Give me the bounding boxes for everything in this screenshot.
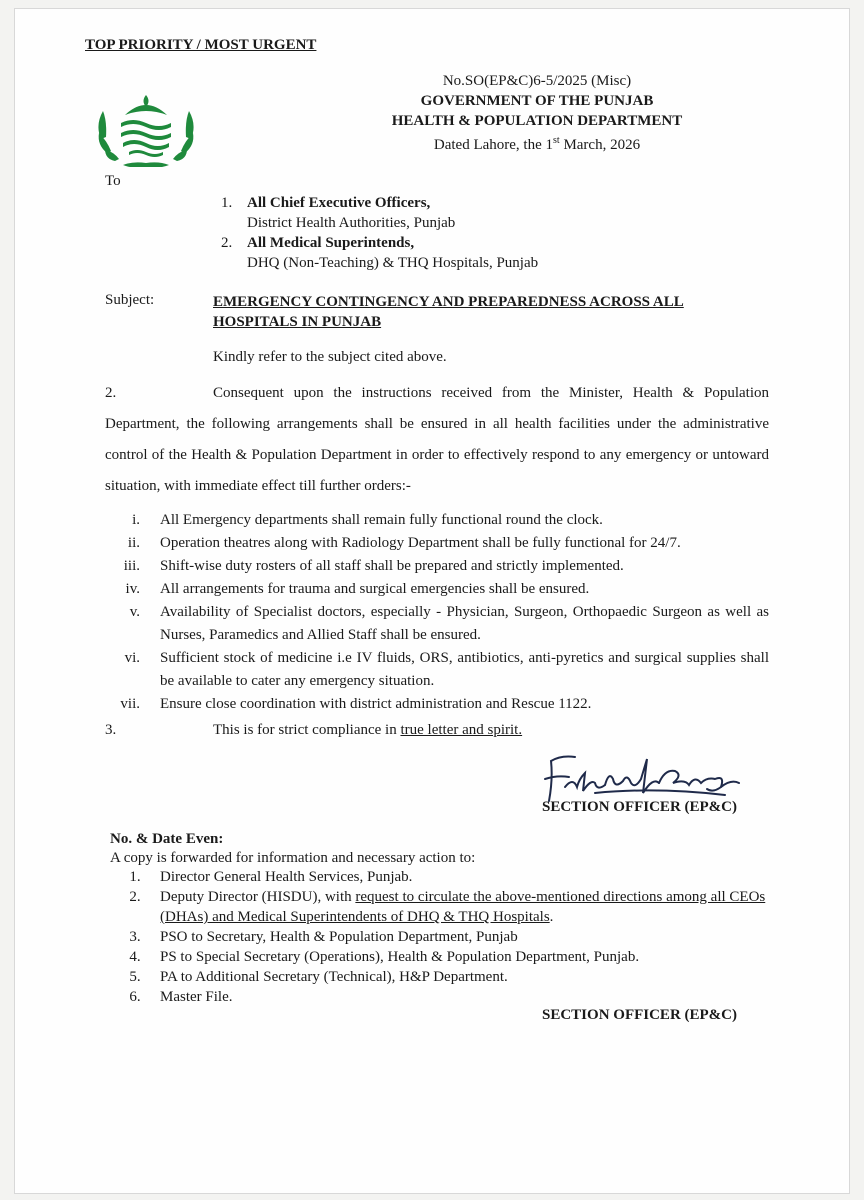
letter-date: Dated Lahore, the 1st March, 2026	[433, 135, 641, 153]
directive-item: v. Availability of Specialist doctors, especially - Physician, Surgeon, Orthopaedic Surgeon as well as Nurses, Paramedics and Allied Staff shall be ensured.	[129, 604, 769, 643]
no-date-even: No. & Date Even:	[110, 831, 224, 847]
document-page	[14, 8, 850, 1194]
copy-item: 2. Deputy Director (HISDU), with request to circulate the above-mentioned directions among all CEOs (DHAs) and Medical Superintendents of DHQ & THQ Hospitals.	[129, 889, 766, 925]
letter-header	[327, 71, 747, 155]
directive-item: ii. Operation theatres along with Radiology Department shall be fully functional for 24/7.	[127, 535, 681, 551]
government-name: GOVERNMENT OF THE PUNJAB	[420, 93, 654, 109]
paragraph-2: 2. Consequent upon the instructions received from the Minister, Health & Population Department, the following arrangements shall be ensured in all health facilities under the administrative control of the Health & Population Department in order to effectively respond to any emergency or untoward situation, with immediate effect till further orders:-	[105, 385, 769, 494]
copy-forward-line: A copy is forwarded for information and necessary action to:	[110, 850, 476, 866]
addressee-item: 2. All Medical Superintends,	[221, 235, 415, 251]
addressee-item: 1. All Chief Executive Officers,	[221, 195, 431, 211]
directive-item: vi. Sufficient stock of medicine i.e IV fluids, ORS, antibiotics, anti-pyretics and surgical supplies shall be available to cater any emergency situation.	[124, 650, 769, 689]
copy-item: 3. PSO to Secretary, Health & Population Department, Punjab	[129, 929, 518, 945]
copy-list	[110, 867, 770, 1007]
copy-item: 6. Master File.	[129, 989, 233, 1005]
addressee-list	[221, 193, 538, 273]
signatory-title-2: SECTION OFFICER (EP&C)	[542, 1007, 738, 1023]
copy-item: 4. PS to Special Secretary (Operations), Health & Population Department, Punjab.	[129, 949, 640, 965]
directive-list	[105, 509, 769, 716]
paragraph-3: 3. This is for strict compliance in true letter and spirit.	[105, 722, 523, 738]
copy-item: 1. Director General Health Services, Punjab.	[129, 869, 413, 885]
directive-item: iv. All arrangements for trauma and surgical emergencies shall be ensured.	[125, 581, 590, 597]
directive-item: i. All Emergency departments shall remain fully functional round the clock.	[132, 512, 603, 528]
copy-item: 5. PA to Additional Secretary (Technical), H&P Department.	[129, 969, 508, 985]
to-label: To	[105, 173, 121, 189]
addressee-sub: DHQ (Non-Teaching) & THQ Hospitals, Punjab	[247, 255, 539, 271]
subject-text: EMERGENCY CONTINGENCY AND PREPAREDNESS ACROSS ALL HOSPITALS IN PUNJAB	[213, 294, 684, 330]
subject-label: Subject:	[105, 292, 155, 308]
directive-item: iii. Shift-wise duty rosters of all staff shall be prepared and strictly implemented.	[123, 558, 624, 574]
punjab-government-logo	[93, 87, 199, 167]
addressee-sub: District Health Authorities, Punjab	[247, 215, 456, 231]
paragraph-1: Kindly refer to the subject cited above.	[213, 349, 447, 365]
reference-number: No.SO(EP&C)6-5/2025 (Misc)	[442, 73, 632, 89]
signatory-title: SECTION OFFICER (EP&C)	[542, 799, 738, 815]
directive-item: vii. Ensure close coordination with district administration and Rescue 1122.	[120, 696, 592, 712]
department-name: HEALTH & POPULATION DEPARTMENT	[391, 113, 683, 129]
priority-heading: TOP PRIORITY / MOST URGENT	[85, 37, 317, 53]
